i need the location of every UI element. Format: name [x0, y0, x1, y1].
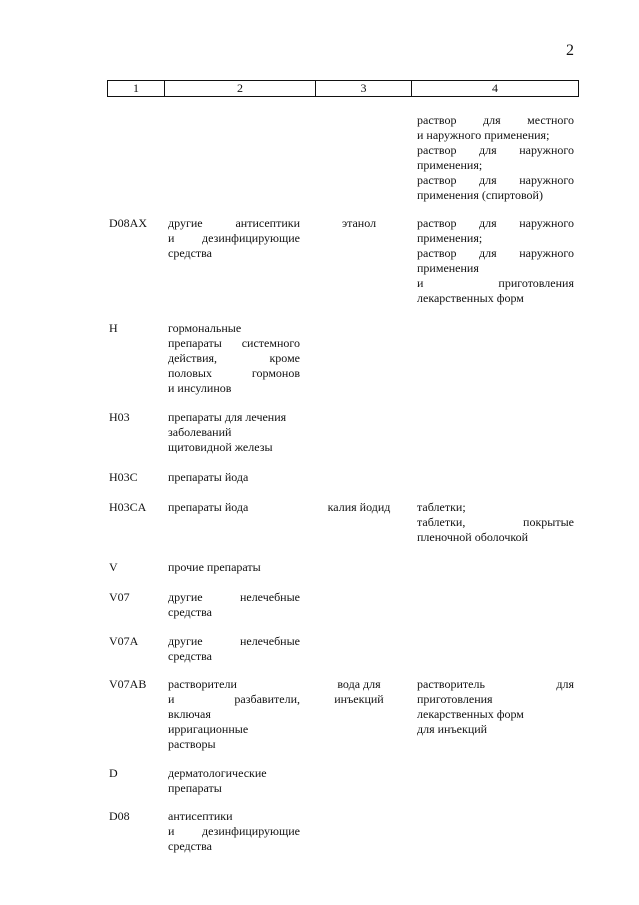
substance-name-line: вода для	[337, 677, 381, 691]
anatomical-group-name-line: и дезинфицирующие	[168, 231, 300, 245]
atc-code-text: D08	[109, 809, 130, 823]
atc-code-text: H03CA	[109, 500, 147, 514]
dosage-form-line: применения (спиртовой)	[417, 188, 543, 202]
anatomical-group-name-line: растворы	[168, 737, 216, 751]
dosage-form-line: раствор для местного	[417, 113, 574, 127]
atc-code	[109, 560, 161, 575]
anatomical-group-name-line: действия, кроме	[168, 351, 300, 365]
anatomical-group-name-line: включая	[168, 707, 211, 721]
dosage-form	[417, 113, 574, 203]
atc-code-text: V07A	[109, 634, 139, 648]
dosage-form	[417, 216, 574, 306]
anatomical-group-name-line: и дезинфицирующие	[168, 824, 300, 838]
anatomical-group-name-line: препараты	[168, 781, 222, 795]
substance-name-line: этанол	[341, 216, 377, 230]
substance-name-line: калия йодид	[327, 500, 391, 514]
dosage-form-line: применения	[417, 261, 479, 275]
substance-name	[318, 677, 400, 707]
atc-code	[109, 321, 161, 336]
dosage-form-line: таблетки, покрытые	[417, 515, 574, 529]
anatomical-group-name	[168, 500, 300, 515]
anatomical-group-name-line: прочие препараты	[168, 560, 261, 574]
anatomical-group-name	[168, 766, 300, 796]
anatomical-group-name-line: растворители	[168, 677, 237, 691]
anatomical-group-name-line: щитовидной железы	[168, 440, 273, 454]
anatomical-group-name	[168, 809, 300, 854]
atc-code-text: D08AX	[109, 216, 147, 230]
header-col-1: 1	[133, 81, 139, 95]
atc-code-text: H	[109, 321, 118, 335]
dosage-form-line: применения;	[417, 158, 483, 172]
dosage-form	[417, 677, 574, 737]
anatomical-group-name-line: антисептики	[168, 809, 233, 823]
header-col-4: 4	[492, 81, 498, 95]
atc-code	[109, 470, 161, 485]
substance-name-line: инъекций	[334, 692, 384, 706]
atc-code	[109, 590, 161, 605]
atc-code-text: V07	[109, 590, 130, 604]
table-header-row	[107, 80, 579, 97]
dosage-form-line: применения;	[417, 231, 483, 245]
dosage-form-line: таблетки;	[417, 500, 466, 514]
dosage-form-line: и наружного применения;	[417, 128, 550, 142]
anatomical-group-name	[168, 677, 300, 752]
header-col-2: 2	[237, 81, 243, 95]
atc-code-text: V07AB	[109, 677, 147, 691]
dosage-form-line: для инъекций	[417, 722, 488, 736]
atc-code-text: H03	[109, 410, 130, 424]
anatomical-group-name-line: средства	[168, 246, 213, 260]
anatomical-group-name-line: другие нелечебные	[168, 590, 300, 604]
atc-code	[109, 410, 161, 425]
atc-code-text: D	[109, 766, 118, 780]
anatomical-group-name	[168, 634, 300, 664]
anatomical-group-name-line: средства	[168, 839, 213, 853]
anatomical-group-name	[168, 560, 300, 575]
substance-name	[318, 216, 400, 231]
anatomical-group-name-line: половых гормонов	[168, 366, 300, 380]
dosage-form-line: раствор для наружного	[417, 143, 574, 157]
atc-code	[109, 500, 161, 515]
atc-code	[109, 677, 161, 692]
dosage-form-line: лекарственных форм	[417, 291, 524, 305]
dosage-form-line: раствор для наружного	[417, 173, 574, 187]
anatomical-group-name-line: препараты йода	[168, 500, 249, 514]
dosage-form-line: приготовления	[417, 692, 493, 706]
header-col-3: 3	[360, 81, 367, 95]
anatomical-group-name	[168, 321, 300, 396]
dosage-form-line: лекарственных форм	[417, 707, 524, 721]
atc-code-text: H03C	[109, 470, 138, 484]
atc-code-text: V	[109, 560, 118, 574]
anatomical-group-name	[168, 470, 300, 485]
dosage-form-line: раствор для наружного	[417, 216, 574, 230]
atc-code	[109, 634, 161, 649]
anatomical-group-name-line: другие антисептики	[168, 216, 300, 230]
anatomical-group-name-line: препараты для лечения	[168, 410, 287, 424]
anatomical-group-name-line: средства	[168, 605, 213, 619]
anatomical-group-name-line: ирригационные	[168, 722, 249, 736]
anatomical-group-name-line: другие нелечебные	[168, 634, 300, 648]
anatomical-group-name-line: и инсулинов	[168, 381, 232, 395]
anatomical-group-name-line: средства	[168, 649, 213, 663]
dosage-form	[417, 500, 574, 545]
anatomical-group-name	[168, 410, 300, 455]
anatomical-group-name-line: заболеваний	[168, 425, 232, 439]
anatomical-group-name-line: дерматологические	[168, 766, 267, 780]
atc-code	[109, 809, 161, 824]
dosage-form-line: и приготовления	[417, 276, 574, 290]
atc-code	[109, 216, 161, 231]
dosage-form-line: пленочной оболочкой	[417, 530, 529, 544]
anatomical-group-name-line: препараты йода	[168, 470, 249, 484]
substance-name	[318, 500, 400, 515]
anatomical-group-name	[168, 590, 300, 620]
dosage-form-line: растворитель для	[417, 677, 574, 691]
anatomical-group-name-line: и разбавители,	[168, 692, 300, 706]
atc-code	[109, 766, 161, 781]
anatomical-group-name-line: гормональные	[168, 321, 242, 335]
page-number: 2	[566, 42, 574, 59]
anatomical-group-name-line: препараты системного	[168, 336, 300, 350]
dosage-form-line: раствор для наружного	[417, 246, 574, 260]
anatomical-group-name	[168, 216, 300, 261]
